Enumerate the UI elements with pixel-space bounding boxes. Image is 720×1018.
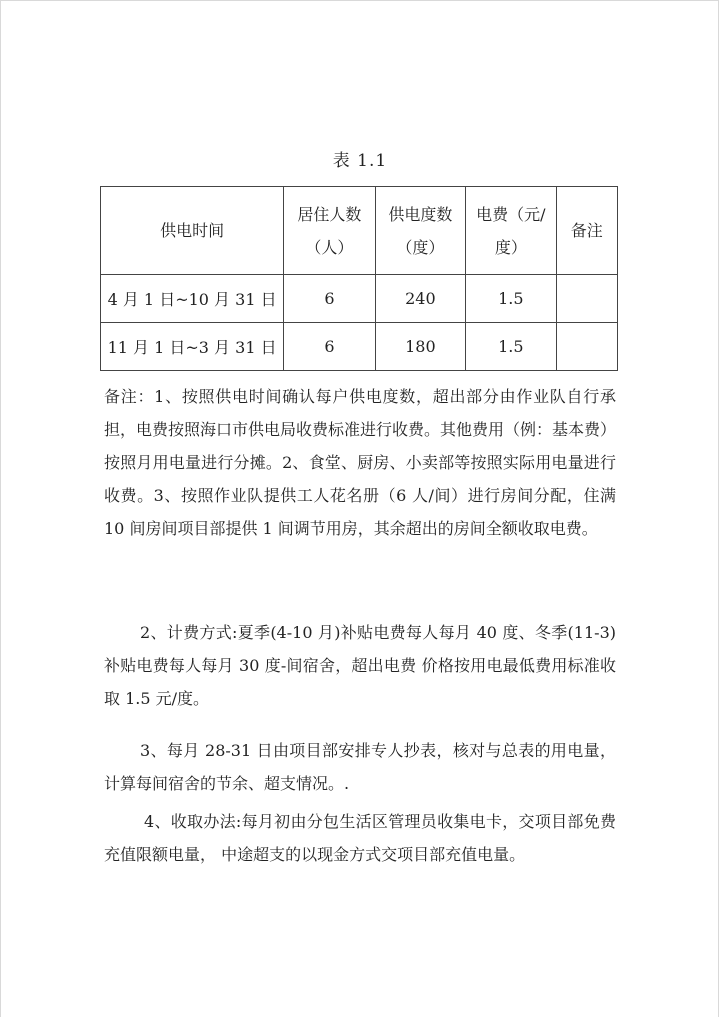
cell-kwh: 180: [375, 323, 465, 371]
cell-period: 4 月 1 日~10 月 31 日: [101, 275, 284, 323]
collection-method-paragraph: 4、收取办法:每月初由分包生活区管理员收集电卡，交项目部免费充值限额电量， 中途超支的以现金方式交项目部充值电量。: [104, 812, 616, 864]
header-period: 供电时间: [101, 187, 284, 275]
cell-price: 1.5: [466, 323, 556, 371]
meter-reading-paragraph: 3、每月 28-31 日由项目部安排专人抄表，核对与总表的用电量，计算每间宿舍的节余、超支情况。.: [104, 741, 616, 793]
table-caption: 表 1.1: [332, 151, 388, 171]
header-kwh-line2: （度）: [396, 237, 445, 257]
header-residents: [284, 187, 375, 275]
header-note: 备注: [556, 187, 618, 275]
cell-price: 1.5: [466, 275, 556, 323]
billing-method-paragraph: 2、计费方式:夏季(4-10 月)补贴电费每人每月 40 度、冬季(11-3)补贴电费每人每月 30 度-间宿舍，超出电费 价格按用电最低费用标准收取 1.5 元/度。: [104, 623, 616, 708]
header-price-line1: 电费（元/: [476, 204, 546, 224]
cell-residents: 6: [284, 275, 375, 323]
electricity-table: [100, 186, 618, 371]
cell-kwh: 240: [375, 275, 465, 323]
table-row: [101, 323, 618, 371]
header-kwh-line1: 供电度数: [388, 204, 453, 224]
cell-note: [556, 323, 618, 371]
header-price-line2: 度）: [494, 237, 527, 257]
header-price: [466, 187, 556, 275]
cell-period: 11 月 1 日~3 月 31 日: [101, 323, 284, 371]
cell-note: [556, 275, 618, 323]
notes-paragraph: 备注：1、按照供电时间确认每户供电度数，超出部分由作业队自行承担，电费按照海口市供电局收费标准进行收费。其他费用（例：基本费）按照月用电量进行分摊。2、食堂、厨房、小卖部等按照实际用电量进行收费。3、按照作业队提供工人花名册（6 人/间）进行房间分配，住满 10 间房间项目部提供 1 间调节用房，其余超出的房间全额收取电费。: [104, 387, 617, 538]
header-kwh: [375, 187, 465, 275]
header-residents-line1: 居住人数: [297, 204, 362, 224]
header-residents-line2: （人）: [305, 237, 354, 257]
table-row: [101, 275, 618, 323]
cell-residents: 6: [284, 323, 375, 371]
table-header-row: [101, 187, 618, 275]
